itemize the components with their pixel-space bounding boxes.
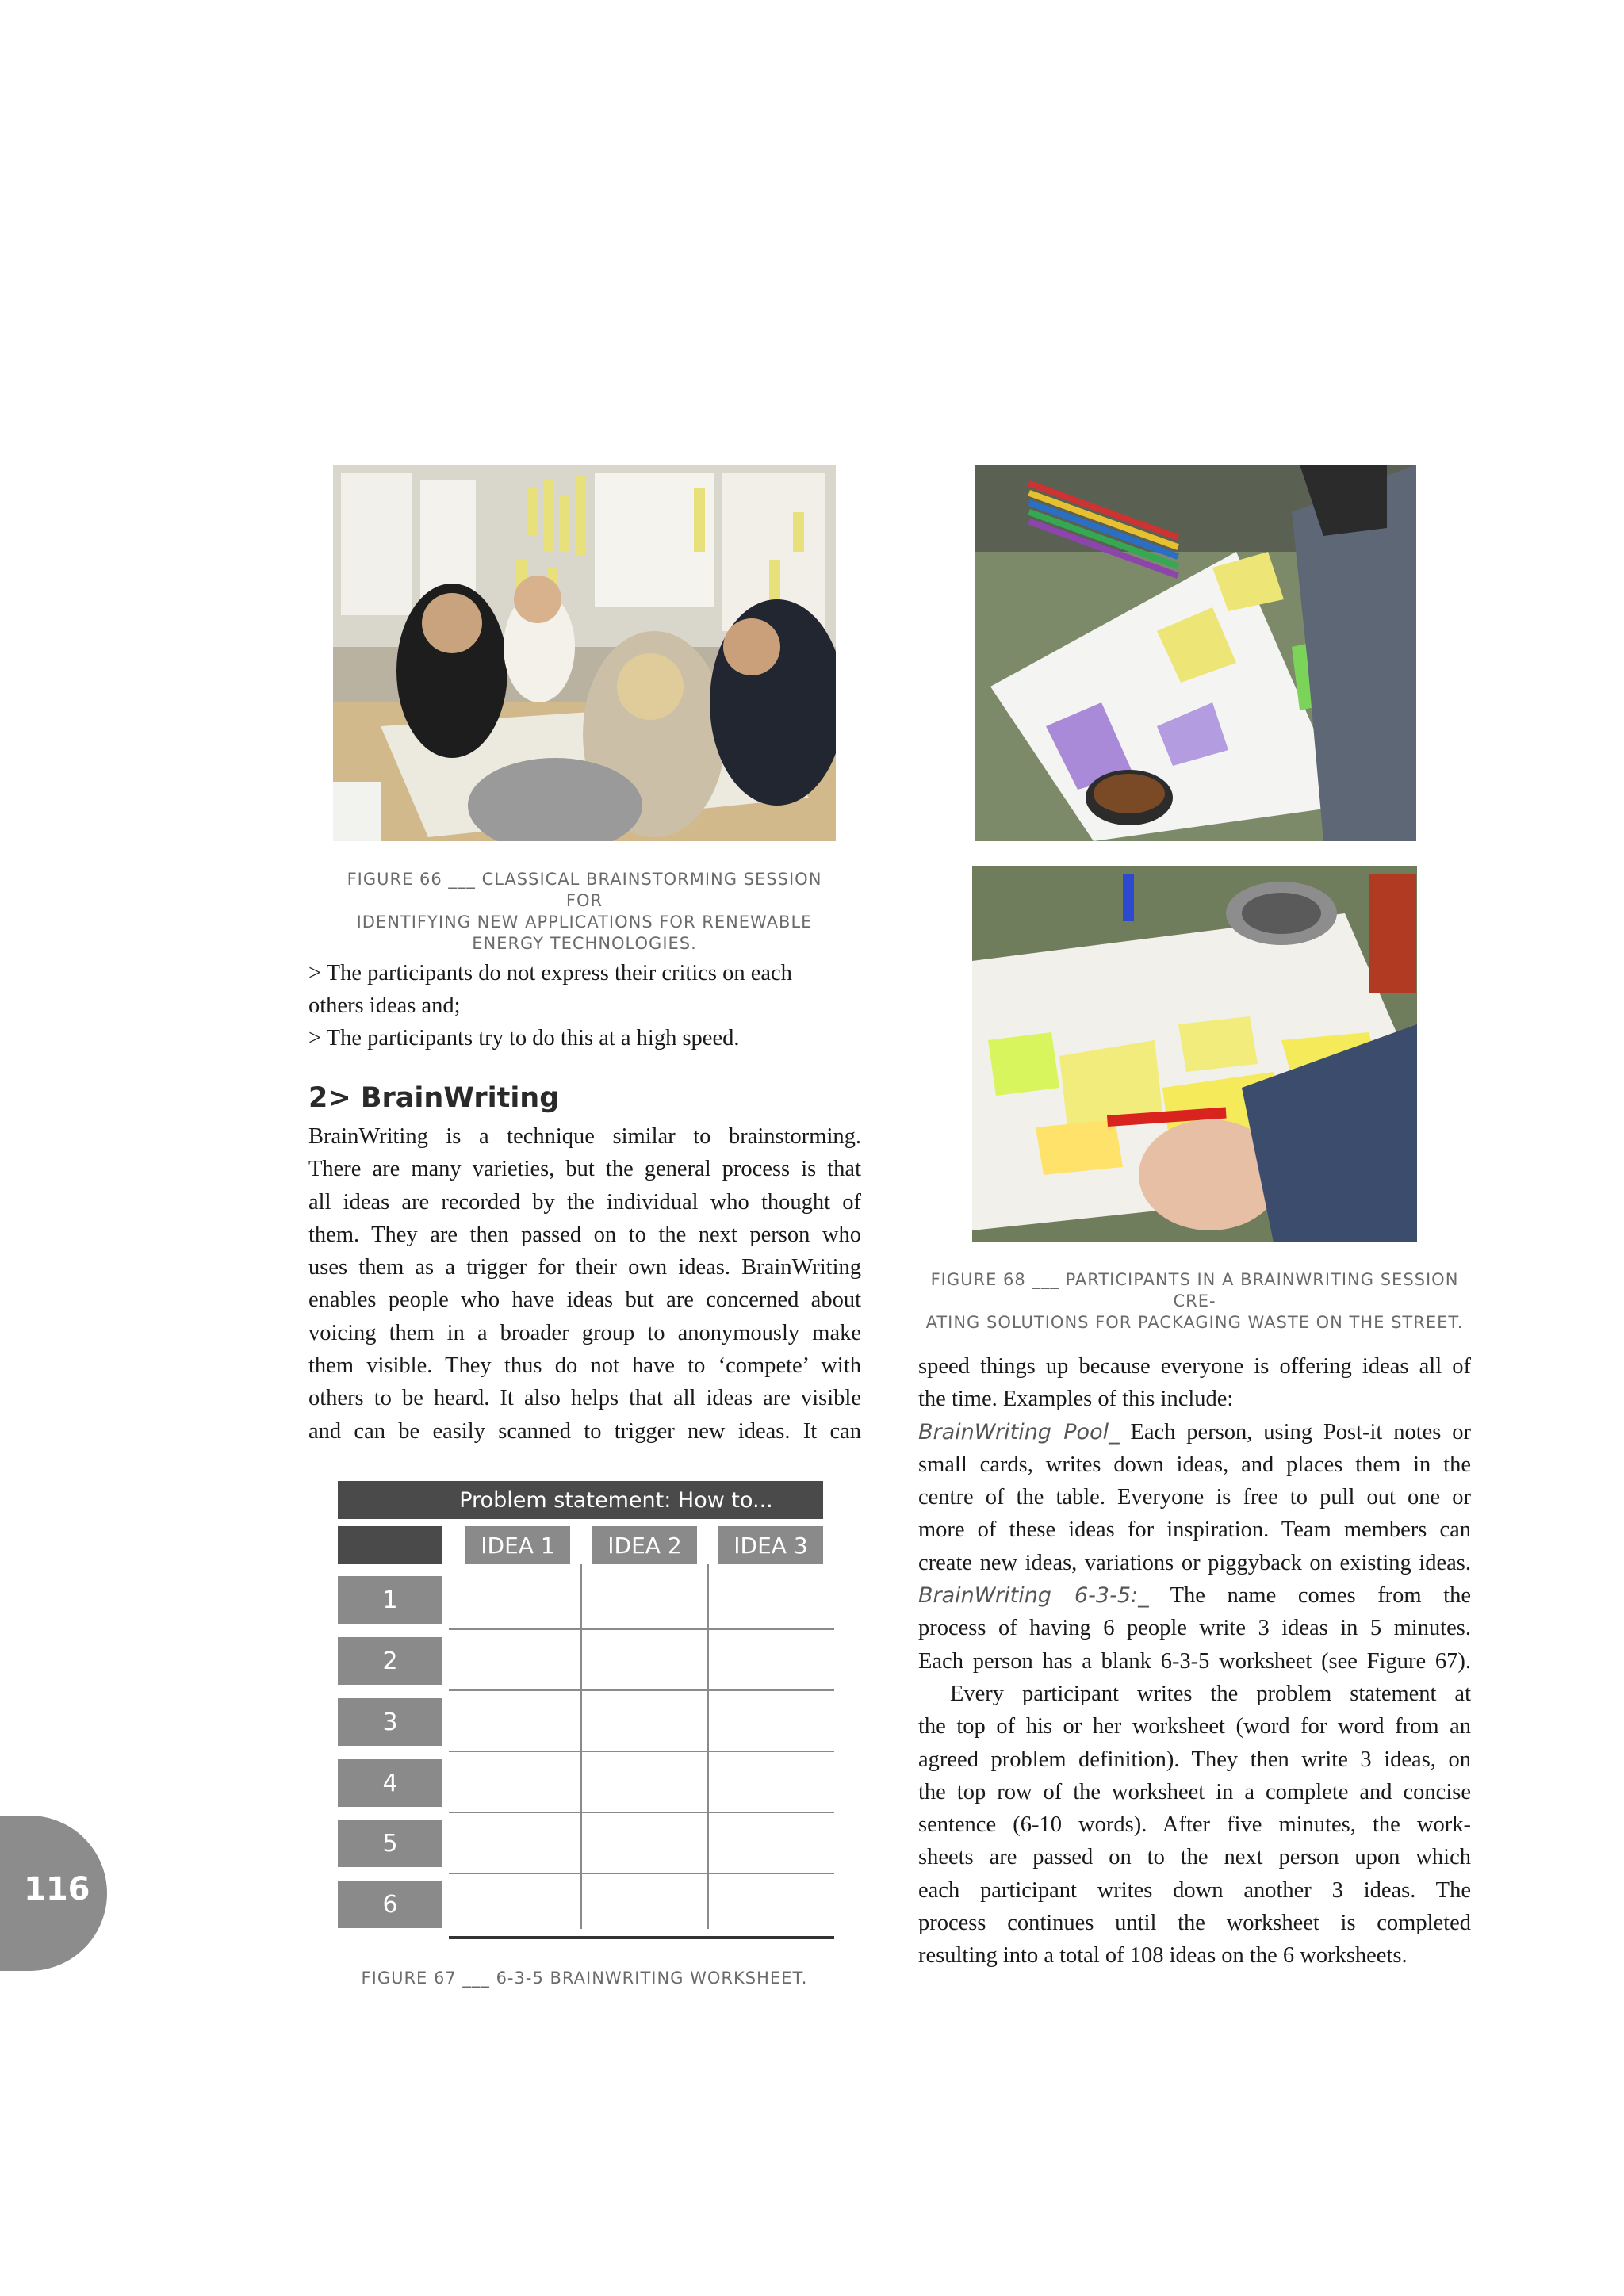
bullet-line: > The participants try to do this at a high speed.	[308, 1026, 740, 1050]
paragraph-line: agreed problem definition). They then write 3 ideas, on	[918, 1747, 1471, 1772]
paragraph-line: each participant writes down another 3 ideas. The	[918, 1877, 1471, 1903]
page-number: 116	[24, 1871, 90, 1908]
paragraph-line: and can be easily scanned to trigger new ideas. It can	[308, 1418, 861, 1444]
paragraph-line: the time. Examples of this include:	[918, 1387, 1234, 1412]
paragraph-line: more of these ideas for inspiration. Team members can	[918, 1517, 1471, 1543]
worksheet-row-label: 5	[338, 1820, 442, 1867]
worksheet-title-bar	[338, 1481, 823, 1519]
worksheet-row-label: 3	[338, 1698, 442, 1746]
paragraph-line: enables people who have ideas but are concerned about	[308, 1288, 861, 1313]
paragraph-line: process continues until the worksheet is completed	[918, 1911, 1471, 1936]
worksheet-row-label: 1	[338, 1576, 442, 1624]
figure-66-caption-line: ENERGY TECHNOLOGIES.	[472, 934, 697, 953]
paragraph-line: sheets are passed on to the next person upon which	[918, 1845, 1471, 1870]
paragraph-line	[918, 1416, 1471, 1448]
paragraph-line: Each person has a blank 6-3-5 worksheet (see Figure 67).	[918, 1648, 1471, 1674]
figure-68-caption	[912, 1269, 1477, 1334]
paragraph-line: create new ideas, variations or piggyback on existing ideas.	[918, 1550, 1471, 1575]
paragraph-line: them. They are then passed on to the next person who	[308, 1222, 861, 1247]
worksheet-row-label: 4	[338, 1759, 442, 1807]
worksheet-column-header: IDEA 3	[718, 1526, 823, 1564]
worksheet-title: Problem statement: How to...	[459, 1487, 773, 1513]
method-term: BrainWriting 6-3-5:_	[918, 1583, 1149, 1609]
figure-66-caption	[333, 869, 836, 955]
paragraph-line: them visible. They thus do not have to ‘compete’ with	[308, 1353, 861, 1379]
section-heading: 2> BrainWriting	[308, 1082, 560, 1114]
worksheet-row-label: 6	[338, 1881, 442, 1928]
paragraph-line: the top row of the worksheet in a complete and concise	[918, 1779, 1471, 1804]
paragraph-line: sentence (6-10 words). After five minutes, the work-	[918, 1812, 1471, 1838]
right-column-text	[918, 1350, 1471, 1973]
figure-68-photo-top	[975, 465, 1416, 841]
worksheet-column-header: IDEA 2	[592, 1526, 697, 1564]
paragraph-line: others to be heard. It also helps that all ideas are visible	[308, 1386, 861, 1411]
left-paragraph	[308, 1120, 861, 1448]
worksheet-corner	[338, 1526, 442, 1564]
figure-66-photo	[333, 465, 836, 841]
bullet-line: others ideas and;	[308, 993, 461, 1018]
paragraph-line: process of having 6 people write 3 ideas in 5 minutes.	[918, 1616, 1471, 1641]
figure-66-caption-line: FIGURE 66 ___ CLASSICAL BRAINSTORMING SESSION FOR	[347, 870, 822, 910]
paragraph-line: Every participant writes the problem statement at	[950, 1681, 1471, 1706]
paragraph-line: uses them as a trigger for their own ideas. BrainWriting	[308, 1255, 861, 1280]
figure-68-caption-line: FIGURE 68 ___ PARTICIPANTS IN A BRAINWRITING SESSION CRE-	[930, 1270, 1459, 1311]
worksheet-row-label: 2	[338, 1637, 442, 1685]
paragraph-line: resulting into a total of 108 ideas on the 6 worksheets.	[918, 1943, 1408, 1969]
paragraph-line-text: Each person, using Post-it notes or	[1119, 1419, 1471, 1445]
paragraph-line: There are many varieties, but the general process is that	[308, 1157, 861, 1182]
paragraph-line: centre of the table. Everyone is free to pull out one or	[918, 1485, 1471, 1510]
worksheet-grid	[449, 1564, 834, 1940]
figure-67-caption: FIGURE 67 ___ 6-3-5 BRAINWRITING WORKSHEET.	[361, 1969, 808, 1988]
figure-68-caption-line: ATING SOLUTIONS FOR PACKAGING WASTE ON THE STREET.	[925, 1313, 1464, 1332]
paragraph-line: BrainWriting is a technique similar to brainstorming.	[308, 1124, 861, 1149]
paragraph-line: small cards, writes down ideas, and places them in the	[918, 1452, 1471, 1477]
paragraph-line: the top of his or her worksheet (word for word from an	[918, 1714, 1471, 1739]
paragraph-line: all ideas are recorded by the individual who thought of	[308, 1189, 861, 1215]
worksheet-column-header: IDEA 1	[465, 1526, 570, 1564]
pool-term: BrainWriting Pool_	[918, 1419, 1120, 1445]
paragraph-line	[918, 1579, 1471, 1612]
figure-66-caption-line: IDENTIFYING NEW APPLICATIONS FOR RENEWABLE	[356, 913, 813, 932]
paragraph-line: speed things up because everyone is offering ideas all of	[918, 1354, 1471, 1379]
paragraph-line-text: The name comes from the	[1148, 1583, 1471, 1609]
paragraph-line: voicing them in a broader group to anonymously make	[308, 1320, 861, 1345]
figure-68-photo-bottom	[972, 866, 1417, 1242]
bullet-line: > The participants do not express their critics on each	[308, 961, 792, 985]
